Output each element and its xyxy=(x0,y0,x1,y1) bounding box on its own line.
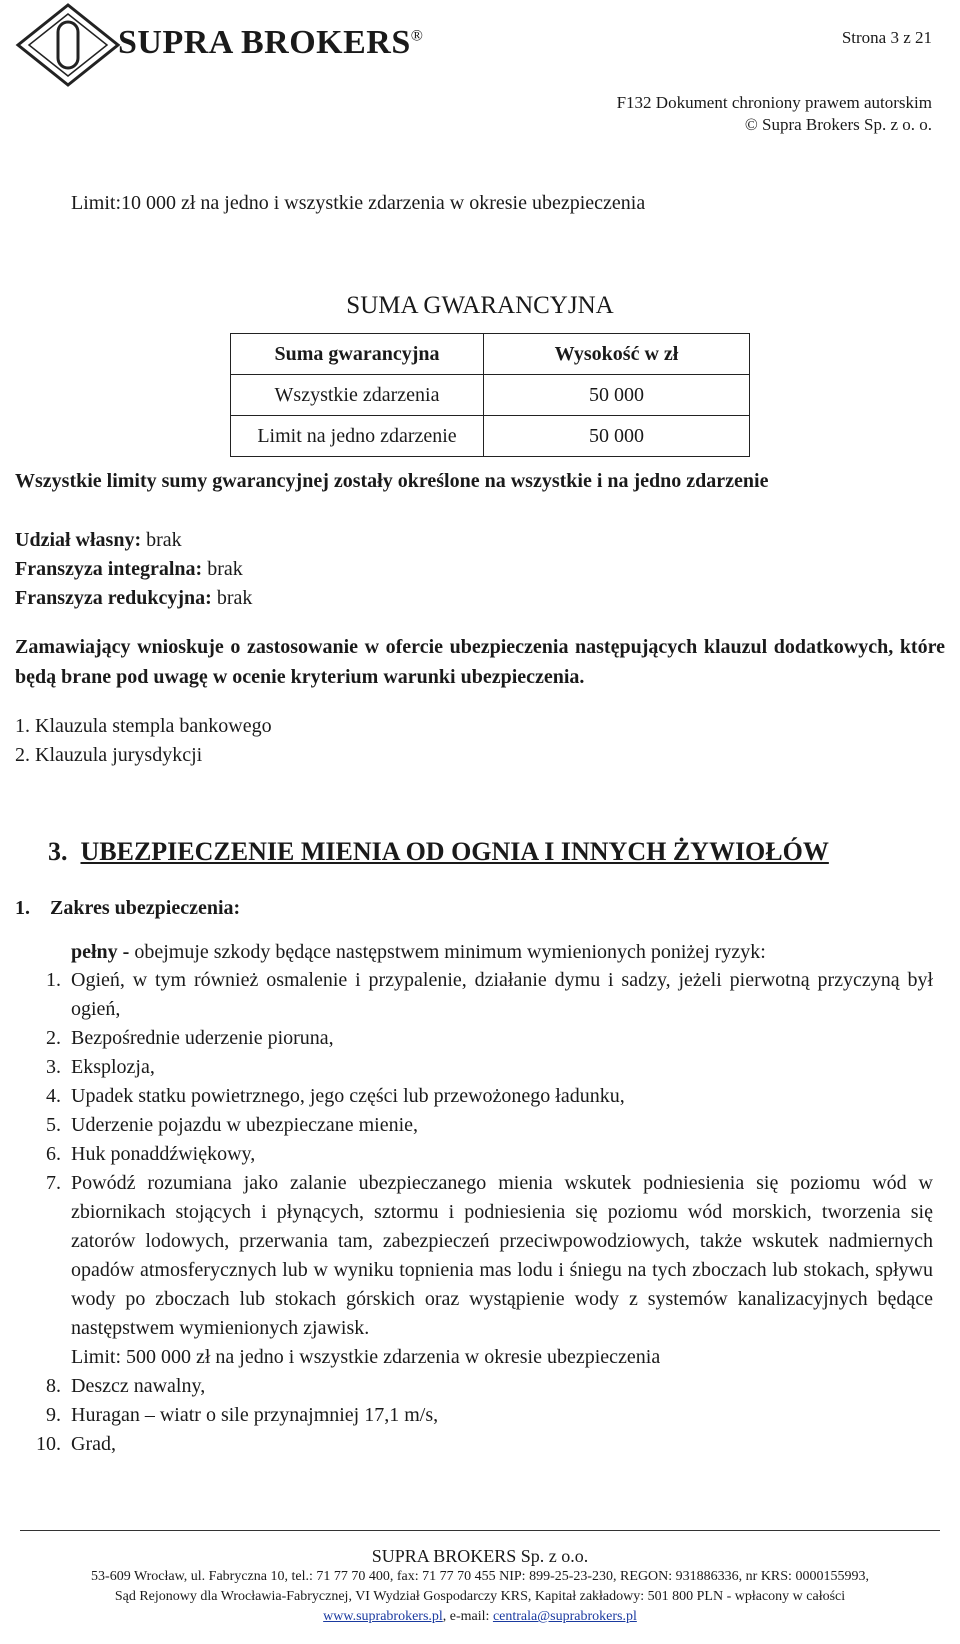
copyright-note-line2: © Supra Brokers Sp. z o. o. xyxy=(744,115,932,134)
clauses-list xyxy=(15,712,945,770)
table-row xyxy=(231,416,750,457)
copyright-note xyxy=(617,92,932,136)
footer-contact: www.suprabrokers.pl, e-mail: centrala@suprabrokers.pl xyxy=(323,1609,637,1624)
footer-address: 53-609 Wrocław, ul. Fabryczna 10, tel.: 71 77 70 400, fax: 71 77 70 455 NIP: 899-25-23-230, REGON: 931886336, nr KRS: 0000155993, xyxy=(91,1569,869,1584)
list-item: 7. Powódź rozumiana jako zalanie ubezpieczanego mienia wskutek podniesienia się poziomu wód w zbiornikach stojących i płynących, sztormu i podniesienia się poziomu wód morskich, tworzenia się zatorów lodowych, przerwania tam, zabezpieczeń przeciwpowodziowych, także wskutek nadmiernych opadów atmosferycznych lub w wyniku topnienia mas lodu i śniegu na tych zboczach lub stokach, spływu wody po zboczach lub stokach górskich oraz wystąpienie wody z systemów kanalizacyjnych będące następstwem wymienionych zjawisk. xyxy=(46,1172,933,1339)
zakres-heading: 1. Zakres ubezpieczenia: xyxy=(15,897,241,919)
suma-title: SUMA GWARANCYJNA xyxy=(346,292,614,319)
deductible-item: Franszyza integralna: brak xyxy=(15,558,243,580)
footer-divider xyxy=(20,1530,940,1531)
table-row xyxy=(231,375,750,416)
risk-list xyxy=(0,966,960,1459)
list-item: 5. Uderzenie pojazdu w ubezpieczane mienie, xyxy=(46,1114,419,1136)
limit-statement: Limit:10 000 zł na jedno i wszystkie zdarzenia w okresie ubezpieczenia xyxy=(71,192,646,214)
pelny-description: pełny - obejmuje szkody będące następstwem minimum wymienionych poniżej ryzyk: xyxy=(71,941,766,963)
list-item: 2. Klauzula jurysdykcji xyxy=(15,744,203,766)
table-header-cell: Wysokość w zł xyxy=(484,334,750,375)
deductible-item: Franszyza redukcyjna: brak xyxy=(15,587,253,609)
footer-registry: Sąd Rejonowy dla Wrocławia-Fabrycznej, VI Wydział Gospodarczy KRS, Kapitał zakładowy: 501 800 PLN - wpłacony w całości xyxy=(114,1589,846,1604)
email-link[interactable]: centrala@suprabrokers.pl xyxy=(492,1609,637,1624)
footer-company: SUPRA BROKERS Sp. z o.o. xyxy=(371,1546,589,1566)
table-cell: Wszystkie zdarzenia xyxy=(231,375,484,416)
limits-note: Wszystkie limity sumy gwarancyjnej zostały określone na wszystkie i na jedno zdarzenie xyxy=(15,470,769,492)
supra-brokers-logo-icon xyxy=(14,2,122,88)
list-item: 4. Upadek statku powietrznego, jego części lub przewożonego ładunku, xyxy=(46,1085,625,1107)
footer xyxy=(0,1545,960,1627)
list-item: 1. Ogień, w tym również osmalenie i przypalenie, działanie dymu i sadzy, jeżeli pierwotną przyczyną był ogień, xyxy=(46,969,933,1020)
list-item: 9. Huragan – wiatr o sile przynajmniej 17,1 m/s, xyxy=(46,1404,439,1426)
list-item: 1. Klauzula stempla bankowego xyxy=(15,715,272,737)
suma-table xyxy=(230,333,750,457)
risk-limit-note: Limit: 500 000 zł na jedno i wszystkie zdarzenia w okresie ubezpieczenia xyxy=(71,1346,661,1368)
table-cell: 50 000 xyxy=(484,416,750,457)
list-item: 6. Huk ponaddźwiękowy, xyxy=(46,1143,256,1165)
page-number: Strona 3 z 21 xyxy=(841,28,932,47)
table-cell: 50 000 xyxy=(484,375,750,416)
table-header-row xyxy=(231,334,750,375)
deductibles xyxy=(15,526,945,613)
registered-mark: ® xyxy=(410,27,424,45)
list-item: 8. Deszcz nawalny, xyxy=(46,1375,206,1397)
website-link[interactable]: www.suprabrokers.pl xyxy=(323,1609,443,1624)
table-header-cell: Suma gwarancyjna xyxy=(231,334,484,375)
clauses-intro: Zamawiający wnioskuje o zastosowanie w ofercie ubezpieczenia następujących klauzul dodatkowych, które będą brane pod uwagę w ocenie kryterium warunki ubezpieczenia. xyxy=(15,636,945,688)
deductible-item: Udział własny: brak xyxy=(15,529,182,551)
list-item: 3. Eksplozja, xyxy=(46,1056,155,1078)
list-item: 10. Grad, xyxy=(36,1433,116,1455)
brand-name: SUPRA BROKERS® xyxy=(118,24,424,61)
section-heading: 3. UBEZPIECZENIE MIENIA OD OGNIA I INNYCH ŻYWIOŁÓW xyxy=(48,837,829,866)
copyright-note-line1: F132 Dokument chroniony prawem autorskim xyxy=(616,93,932,112)
table-cell: Limit na jedno zdarzenie xyxy=(231,416,484,457)
list-item: 2. Bezpośrednie uderzenie pioruna, xyxy=(46,1027,334,1049)
